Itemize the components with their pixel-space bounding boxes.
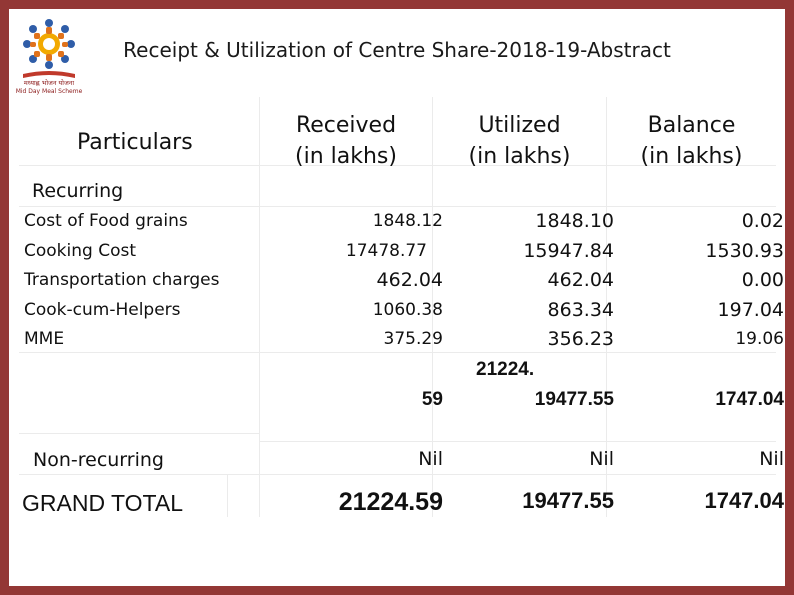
cell <box>260 353 432 441</box>
cell <box>19 353 259 433</box>
header-received-unit: (in lakhs) <box>295 144 397 169</box>
utilized-value: 15947.84 <box>523 240 614 262</box>
balance-value: 197.04 <box>717 299 784 321</box>
cell <box>433 166 606 206</box>
page-title: Receipt & Utilization of Centre Share-2018-19-Abstract <box>123 38 671 62</box>
header-balance-unit: (in lakhs) <box>640 144 743 169</box>
utilized-value: 356.23 <box>547 328 614 350</box>
received-value: 462.04 <box>376 269 443 291</box>
recurring-label: Recurring <box>32 180 124 202</box>
header-particulars: Particulars <box>77 130 193 155</box>
cell <box>260 442 432 474</box>
non-recurring-received: Nil <box>418 448 443 470</box>
received-value: 375.29 <box>383 329 443 349</box>
non-recurring-label: Non-recurring <box>33 449 164 471</box>
cell <box>433 442 606 474</box>
row-item-label: MME <box>24 329 65 349</box>
slide <box>9 9 785 586</box>
utilized-value: 462.04 <box>547 269 614 291</box>
cell <box>228 475 259 517</box>
logo-hindi-text: मध्याह्न भोजन योजना <box>23 79 75 87</box>
subtotal-received-part2: 59 <box>421 389 443 410</box>
header-received: Received <box>295 113 397 138</box>
subtotal-utilized: 19477.55 <box>534 389 614 410</box>
header-utilized-unit: (in lakhs) <box>468 144 571 169</box>
subtotal-balance: 1747.04 <box>715 389 784 410</box>
header-utilized: Utilized <box>478 113 561 138</box>
logo-english-text: Mid Day Meal Scheme <box>15 88 83 95</box>
cell <box>607 442 776 474</box>
subtotal-received-part1: 21224. <box>476 359 535 380</box>
grand-total-balance: 1747.04 <box>704 488 784 513</box>
received-value: 1848.12 <box>372 211 443 231</box>
balance-value: 0.02 <box>741 210 784 232</box>
header-balance: Balance <box>647 113 736 138</box>
balance-value: 1530.93 <box>705 240 784 262</box>
balance-value: 19.06 <box>735 329 784 349</box>
utilized-value: 1848.10 <box>535 210 614 232</box>
non-recurring-balance: Nil <box>759 448 784 470</box>
grand-total-label: GRAND TOTAL <box>22 490 184 516</box>
received-value: 17478.77 <box>345 241 427 261</box>
non-recurring-utilized: Nil <box>589 448 614 470</box>
row-item-label: Cook-cum-Helpers <box>24 300 181 320</box>
received-value: 1060.38 <box>372 300 443 320</box>
row-item-label: Transportation charges <box>24 270 220 290</box>
cell <box>607 166 776 206</box>
abstract-table <box>19 97 784 517</box>
utilized-value: 863.34 <box>547 299 614 321</box>
grand-total-utilized: 19477.55 <box>522 488 614 513</box>
row-item-label: Cost of Food grains <box>24 211 188 231</box>
grand-total-received: 21224.59 <box>338 488 443 516</box>
balance-value: 0.00 <box>741 269 784 291</box>
row-item-label: Cooking Cost <box>24 241 137 261</box>
cell <box>260 166 432 206</box>
